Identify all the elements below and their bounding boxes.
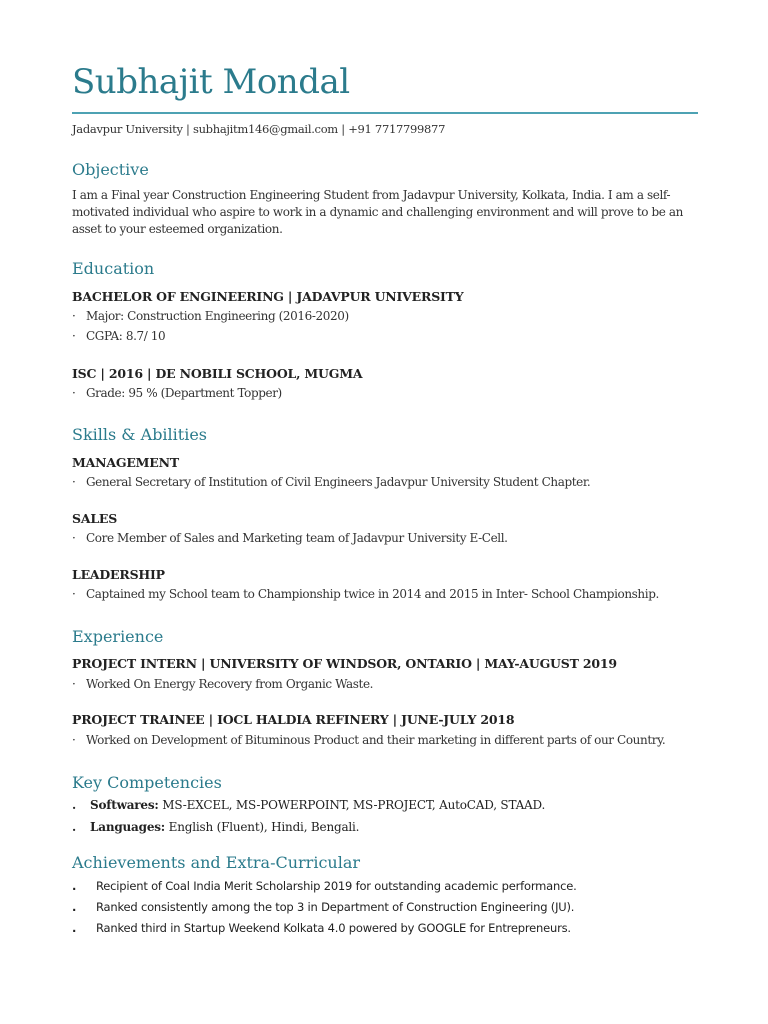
achievement-item	[72, 900, 574, 914]
bullet-text: Major: Construction Engineering (2016-2020)	[86, 309, 349, 323]
bullet-text: Core Member of Sales and Marketing team of Jadavpur University E-Cell.	[86, 531, 508, 545]
skill-bullet	[72, 475, 590, 489]
list-dot: .	[72, 820, 76, 834]
bullet-text: Grade: 95 % (Department Topper)	[86, 386, 282, 400]
list-dot: .	[72, 879, 77, 893]
experience-title: PROJECT INTERN | UNIVERSITY OF WINDSOR, ONTARIO | MAY-AUGUST 2019	[72, 656, 617, 671]
bullet-mark: ·	[72, 733, 76, 747]
bullet-mark: ·	[72, 587, 76, 601]
competency-item	[72, 820, 359, 834]
achievement-text: Ranked third in Startup Weekend Kolkata 4.0 powered by GOOGLE for Entrepreneurs.	[96, 921, 571, 935]
experience-heading: Experience	[72, 627, 164, 646]
bullet-text: General Secretary of Institution of Civil Engineers Jadavpur University Student Chapter.	[86, 475, 591, 489]
achievements-heading: Achievements and Extra-Curricular	[72, 853, 361, 872]
competency-value: MS-EXCEL, MS-POWERPOINT, MS-PROJECT, AutoCAD, STAAD.	[158, 798, 546, 812]
education-bullet	[72, 309, 349, 323]
education-heading: Education	[72, 259, 155, 278]
skills-heading: Skills & Abilities	[72, 425, 208, 444]
achievement-item	[72, 879, 577, 893]
achievement-item	[72, 921, 571, 935]
education-bullet	[72, 386, 282, 400]
education-title: ISC | 2016 | DE NOBILI SCHOOL, MUGMA	[72, 366, 363, 381]
bullet-text: Worked On Energy Recovery from Organic Waste.	[86, 677, 374, 691]
objective-heading: Objective	[72, 160, 149, 179]
bullet-mark: ·	[72, 677, 76, 691]
education-bullet	[72, 329, 165, 343]
bullet-mark: ·	[72, 329, 76, 343]
bullet-mark: ·	[72, 309, 76, 323]
education-title: BACHELOR OF ENGINEERING | JADAVPUR UNIVERSITY	[72, 289, 464, 304]
candidate-name: Subhajit Mondal	[72, 62, 350, 102]
competency-label: Languages:	[90, 820, 166, 834]
contact-line: Jadavpur University | subhajitm146@gmail.com | +91 7717799877	[72, 122, 446, 136]
skill-title: SALES	[72, 511, 118, 526]
bullet-text: Worked on Development of Bituminous Product and their marketing in different parts of our Country.	[86, 733, 666, 747]
bullet-text: CGPA: 8.7/ 10	[86, 329, 166, 343]
experience-title: PROJECT TRAINEE | IOCL HALDIA REFINERY | JUNE-JULY 2018	[72, 712, 515, 727]
competencies-heading: Key Competencies	[72, 773, 222, 792]
bullet-text: Captained my School team to Championship twice in 2014 and 2015 in Inter- School Championship.	[86, 587, 659, 601]
bullet-mark: ·	[72, 531, 76, 545]
list-dot: .	[72, 900, 77, 914]
skill-bullet	[72, 531, 508, 545]
skill-title: LEADERSHIP	[72, 567, 165, 582]
competency-value: English (Fluent), Hindi, Bengali.	[165, 820, 360, 834]
header-divider	[72, 112, 698, 114]
skill-title: MANAGEMENT	[72, 455, 179, 470]
bullet-mark: ·	[72, 475, 76, 489]
list-dot: .	[72, 798, 76, 812]
competency-label: Softwares:	[90, 798, 159, 812]
experience-bullet	[72, 733, 665, 747]
achievement-text: Recipient of Coal India Merit Scholarship 2019 for outstanding academic performance.	[96, 879, 577, 893]
bullet-mark: ·	[72, 386, 76, 400]
objective-text: I am a Final year Construction Engineering Student from Jadavpur University, Kolkata, India. I am a self-motivated individual who aspire to work in a dynamic and challenging environment and will prove to be an asset to your esteemed organization.	[72, 188, 683, 236]
list-dot: .	[72, 921, 77, 935]
experience-bullet	[72, 677, 373, 691]
skill-bullet	[72, 587, 659, 601]
competency-item	[72, 798, 545, 812]
achievement-text: Ranked consistently among the top 3 in Department of Construction Engineering (JU).	[96, 900, 575, 914]
